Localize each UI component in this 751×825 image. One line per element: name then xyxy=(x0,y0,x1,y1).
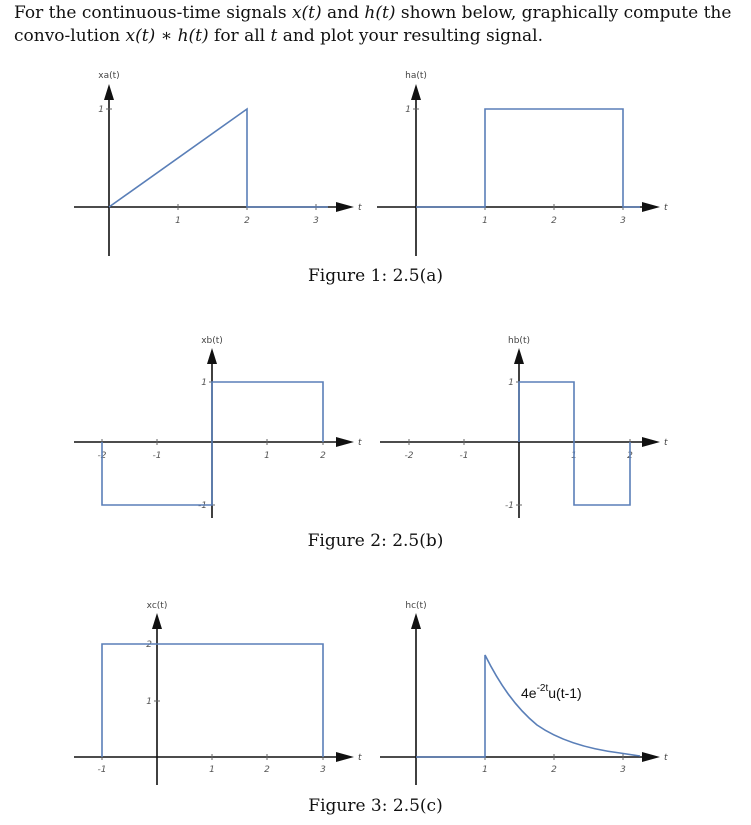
x-axis-label: t xyxy=(358,438,362,448)
y-tick-label: 2 xyxy=(146,640,152,650)
signal-hc xyxy=(416,655,640,757)
x-tick-label: 3 xyxy=(620,765,626,775)
y-arrowhead xyxy=(207,348,217,364)
y-axis-label: xa(t) xyxy=(98,71,120,81)
x-tick-label: 1 xyxy=(209,765,215,775)
x-axis-label: t xyxy=(358,203,362,213)
y-arrowhead xyxy=(104,84,114,100)
y-axis-label: xb(t) xyxy=(201,336,223,346)
x-tick-label: 3 xyxy=(620,216,626,226)
y-tick-label: 1 xyxy=(98,105,104,115)
x-axis-label: t xyxy=(358,753,362,763)
x-arrowhead xyxy=(336,202,354,212)
figure-1-caption: Figure 1: 2.5(a) xyxy=(307,266,444,286)
y-arrowhead xyxy=(514,348,524,364)
curve-annotation: $4e^{-2t}u(t-1)$ xyxy=(521,683,582,701)
plot-xc xyxy=(74,601,362,785)
x-tick-label: 1 xyxy=(175,216,181,226)
plot-hb xyxy=(380,336,668,518)
x-arrowhead xyxy=(336,752,354,762)
x-axis-label: t xyxy=(664,203,668,213)
x-tick-label: 3 xyxy=(320,765,326,775)
x-arrowhead xyxy=(336,437,354,447)
y-tick-label: -1 xyxy=(505,501,514,511)
x-tick-label: 1 xyxy=(571,451,577,461)
x-tick-label: -1 xyxy=(459,451,469,461)
x-tick-label: 2 xyxy=(244,216,250,226)
figure-1 xyxy=(0,62,751,262)
x-tick-label: 2 xyxy=(551,765,557,775)
x-tick-label: 3 xyxy=(313,216,319,226)
problem-statement: For the continuous-time signals x(t) and h(t) shown below, graphically compute the convo-lution x(t) ∗ h(t) for all t and plot your resulting signal. xyxy=(14,3,732,46)
x-tick-label: -2 xyxy=(404,451,414,461)
x-arrowhead xyxy=(642,752,660,762)
x-arrowhead xyxy=(642,437,660,447)
y-tick-label: -1 xyxy=(198,501,207,511)
x-tick-label: -1 xyxy=(97,765,107,775)
plot-ha xyxy=(377,71,668,256)
x-tick-label: 2 xyxy=(264,765,270,775)
x-arrowhead xyxy=(642,202,660,212)
y-axis-label: hc(t) xyxy=(405,601,427,611)
signal-xa xyxy=(109,109,328,207)
x-axis-label: t xyxy=(664,753,668,763)
figure-3 xyxy=(0,595,751,785)
y-tick-label: 1 xyxy=(405,105,411,115)
y-arrowhead xyxy=(411,84,421,100)
plot-hc xyxy=(380,601,668,785)
y-tick-label: 1 xyxy=(508,378,514,388)
x-tick-label: 1 xyxy=(482,216,488,226)
y-tick-label: 1 xyxy=(146,697,152,707)
x-tick-label: 1 xyxy=(264,451,270,461)
plot-xb xyxy=(74,336,362,518)
y-axis-label: ha(t) xyxy=(405,71,427,81)
figure-2-caption: Figure 2: 2.5(b) xyxy=(307,531,444,551)
y-tick-label: 1 xyxy=(201,378,207,388)
y-arrowhead xyxy=(411,613,421,629)
x-tick-label: 2 xyxy=(320,451,326,461)
signal-xb xyxy=(102,382,323,505)
x-tick-label: -2 xyxy=(97,451,107,461)
x-tick-label: -1 xyxy=(152,451,162,461)
x-tick-label: 2 xyxy=(627,451,633,461)
x-tick-label: 2 xyxy=(551,216,557,226)
plot-xa xyxy=(74,71,362,256)
signal-ha xyxy=(416,109,640,207)
x-axis-label: t xyxy=(664,438,668,448)
y-axis-label: xc(t) xyxy=(146,601,168,611)
figure-3-caption: Figure 3: 2.5(c) xyxy=(308,796,443,816)
y-arrowhead xyxy=(152,613,162,629)
y-axis-label: hb(t) xyxy=(508,336,530,346)
x-tick-label: 1 xyxy=(482,765,488,775)
signal-xc xyxy=(102,644,323,757)
signal-hb xyxy=(519,382,630,505)
figure-2 xyxy=(0,330,751,520)
